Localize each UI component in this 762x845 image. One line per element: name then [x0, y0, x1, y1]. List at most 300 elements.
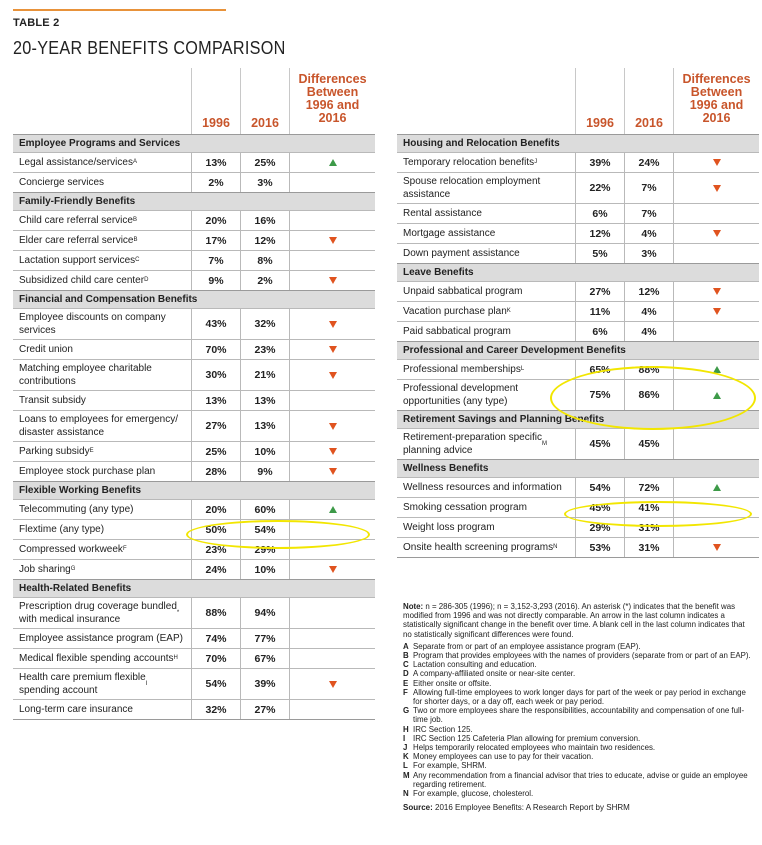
value-2016: 4%	[624, 224, 673, 243]
footnote-marker: C	[135, 257, 140, 263]
benefit-label	[13, 520, 191, 539]
arrow-down-icon	[329, 566, 337, 573]
header-differences-line: Differences	[298, 72, 367, 86]
benefit-label	[13, 669, 191, 699]
benefit-label	[397, 244, 575, 263]
footnote-text: Any recommendation from a financial advisor that tries to educate, advise or guide an employee regarding retirement.	[413, 770, 748, 789]
section-header: Family-Friendly Benefits	[13, 192, 375, 210]
benefit-label-text: Down payment assistance	[403, 248, 520, 259]
value-1996: 88%	[191, 598, 240, 628]
footnote-item	[403, 642, 753, 651]
footnote-text: Money employees can use to pay for their vacation.	[413, 752, 594, 762]
footnote-text: For example, glucose, cholesterol.	[413, 789, 534, 799]
benefit-label-text: Flextime (any type)	[19, 524, 105, 535]
value-1996: 13%	[191, 153, 240, 172]
header-label-spacer	[13, 68, 191, 134]
table-row	[13, 699, 375, 719]
table-row	[13, 250, 375, 270]
table-row	[13, 441, 375, 461]
value-2016: 86%	[624, 380, 673, 410]
table-row	[13, 410, 375, 441]
value-1996: 5%	[575, 244, 624, 263]
difference-cell	[289, 500, 375, 519]
note-paragraph	[403, 602, 753, 639]
value-2016: 45%	[624, 429, 673, 459]
table-bottom-rule	[13, 719, 375, 720]
difference-cell	[289, 231, 375, 250]
footnote-marker: K	[506, 308, 511, 314]
header-differences-line: 1996 and	[305, 98, 360, 112]
notes-section	[403, 602, 753, 812]
benefit-label	[13, 391, 191, 410]
value-1996: 20%	[191, 211, 240, 230]
value-1996: 9%	[191, 271, 240, 290]
value-1996: 45%	[575, 429, 624, 459]
value-2016: 23%	[240, 340, 289, 359]
benefit-label-text: Medical flexible spending accounts	[19, 653, 174, 664]
difference-cell	[289, 211, 375, 230]
source-label: Source:	[403, 803, 433, 813]
arrow-up-icon	[329, 506, 337, 513]
value-2016: 67%	[240, 649, 289, 668]
table-row	[397, 321, 759, 341]
difference-cell	[673, 429, 759, 459]
benefit-label	[13, 598, 191, 628]
benefit-label-text: Parking subsidy	[19, 446, 90, 457]
benefit-label	[397, 282, 575, 301]
value-2016: 41%	[624, 498, 673, 517]
footnote-text: For example, SHRM.	[413, 761, 487, 771]
section-header: Health-Related Benefits	[13, 579, 375, 597]
value-2016: 77%	[240, 629, 289, 648]
footnote-item	[403, 789, 753, 798]
arrow-down-icon	[329, 423, 337, 430]
value-1996: 70%	[191, 340, 240, 359]
difference-cell	[289, 251, 375, 270]
header-differences-line: 1996 and	[689, 98, 744, 112]
benefit-label-text: Legal assistance/services	[19, 157, 133, 168]
footnote-text: A company-affiliated onsite or near-site center.	[413, 669, 576, 679]
arrow-down-icon	[329, 681, 337, 688]
value-1996: 20%	[191, 500, 240, 519]
arrow-down-icon	[713, 159, 721, 166]
value-2016: 12%	[240, 231, 289, 250]
value-2016: 16%	[240, 211, 289, 230]
benefit-label-text: Employee stock purchase plan	[19, 466, 156, 477]
table-row	[13, 230, 375, 250]
benefit-label	[397, 429, 575, 459]
table-row	[397, 301, 759, 321]
footnote-marker: B	[133, 237, 138, 243]
arrow-up-icon	[329, 159, 337, 166]
table-row	[13, 339, 375, 359]
benefit-label-text: Professional memberships	[403, 364, 521, 375]
footnote-key: J	[403, 743, 408, 753]
difference-cell	[673, 282, 759, 301]
benefit-label	[397, 518, 575, 537]
section-header: Employee Programs and Services	[13, 134, 375, 152]
footnote-marker: L	[520, 366, 525, 372]
table-row	[13, 499, 375, 519]
footnote-item	[403, 706, 753, 724]
value-2016: 24%	[624, 153, 673, 172]
table-row	[13, 461, 375, 481]
table-row	[13, 308, 375, 339]
source-text: 2016 Employee Benefits: A Research Report by SHRM	[432, 803, 630, 813]
difference-cell	[289, 173, 375, 192]
benefit-label-text: Temporary relocation benefits	[403, 157, 535, 168]
benefit-label-text: Wellness resources and information	[403, 482, 562, 493]
difference-cell	[289, 700, 375, 719]
value-2016: 88%	[624, 360, 673, 379]
value-2016: 7%	[624, 173, 673, 203]
table-row	[397, 281, 759, 301]
table-row	[13, 648, 375, 668]
benefit-label-text: Lactation support services	[19, 255, 136, 266]
value-2016: 10%	[240, 560, 289, 579]
difference-cell	[289, 360, 375, 390]
footnote-key: C	[403, 660, 409, 670]
benefit-label	[397, 498, 575, 517]
value-1996: 6%	[575, 204, 624, 223]
benefit-label-text: Transit subsidy	[19, 395, 86, 406]
benefit-label	[397, 360, 575, 379]
value-1996: 70%	[191, 649, 240, 668]
value-1996: 32%	[191, 700, 240, 719]
footnote-item	[403, 688, 753, 706]
footnote-marker: J	[534, 159, 538, 165]
footnote-key: I	[403, 733, 406, 743]
table-row	[13, 270, 375, 290]
value-1996: 13%	[191, 391, 240, 410]
difference-cell	[289, 669, 375, 699]
arrow-down-icon	[329, 237, 337, 244]
arrow-down-icon	[329, 372, 337, 379]
benefit-label	[13, 271, 191, 290]
footnote-item	[403, 761, 753, 770]
value-1996: 12%	[575, 224, 624, 243]
footnote-marker: E	[89, 448, 94, 454]
benefit-label	[13, 560, 191, 579]
value-1996: 17%	[191, 231, 240, 250]
benefit-label-text: Employee discounts on company services	[19, 312, 166, 336]
header-differences-line: Differences	[682, 72, 751, 86]
difference-cell	[289, 411, 375, 441]
value-2016: 10%	[240, 442, 289, 461]
difference-cell	[289, 462, 375, 481]
benefit-label-text: Prescription drug coverage bundled with medical insurance	[19, 601, 177, 625]
value-2016: 54%	[240, 520, 289, 539]
footnote-marker: G	[70, 566, 76, 572]
footnote-key: N	[403, 789, 409, 799]
benefit-label-text: Unpaid sabbatical program	[403, 286, 523, 297]
value-2016: 4%	[624, 302, 673, 321]
footnote-item	[403, 660, 753, 669]
benefit-label	[397, 322, 575, 341]
note-text: n = 286-305 (1996); n = 3,152-3,293 (2016). An asterisk (*) indicates that the benefit was modified from 1996 and was not directly comparable. An arrow in the last column indicates a statistically significant change in the benefit over time. A blank cell in the last column indicates that no statistically significant differences were found.	[403, 602, 745, 639]
footnote-marker: I	[145, 680, 148, 687]
value-2016: 31%	[624, 518, 673, 537]
difference-cell	[673, 302, 759, 321]
note-label: Note:	[403, 602, 424, 611]
footnote-text: IRC Section 125 Cafeteria Plan allowing for premium conversion.	[413, 733, 641, 743]
value-2016: 21%	[240, 360, 289, 390]
footnote-item	[403, 725, 753, 734]
difference-cell	[673, 224, 759, 243]
table-row	[397, 172, 759, 203]
difference-cell	[289, 560, 375, 579]
benefit-label-text: Child care referral service	[19, 215, 133, 226]
value-1996: 45%	[575, 498, 624, 517]
benefit-label	[13, 649, 191, 668]
header-differences-line: 2016	[318, 111, 347, 125]
benefit-label-text: Subsidized child care center	[19, 275, 145, 286]
benefit-label-text: Retirement-preparation specific planning advice	[403, 432, 542, 456]
value-2016: 39%	[240, 669, 289, 699]
benefit-label	[397, 538, 575, 557]
difference-cell	[289, 271, 375, 290]
difference-cell	[673, 204, 759, 223]
benefit-label-text: Elder care referral service	[19, 235, 134, 246]
benefit-label-text: Spouse relocation employment assistance	[403, 176, 541, 200]
footnote-key: M	[403, 770, 410, 780]
benefit-label-text: Telecommuting (any type)	[19, 504, 134, 515]
benefit-label	[13, 462, 191, 481]
footnote-key: F	[403, 687, 408, 697]
value-1996: 54%	[191, 669, 240, 699]
table-row	[397, 477, 759, 497]
value-2016: 32%	[240, 309, 289, 339]
value-2016: 27%	[240, 700, 289, 719]
value-1996: 74%	[191, 629, 240, 648]
benefit-label-text: Health care premium flexible spending account	[19, 672, 146, 696]
value-1996: 27%	[575, 282, 624, 301]
table-row	[397, 203, 759, 223]
difference-cell	[673, 244, 759, 263]
value-2016: 13%	[240, 411, 289, 441]
arrow-down-icon	[329, 346, 337, 353]
benefit-label	[13, 360, 191, 390]
benefit-label	[397, 478, 575, 497]
footnote-item	[403, 734, 753, 743]
header-differences	[289, 68, 375, 134]
value-2016: 3%	[240, 173, 289, 192]
footnote-item	[403, 679, 753, 688]
benefit-label	[397, 380, 575, 410]
value-1996: 30%	[191, 360, 240, 390]
footnote-list	[403, 642, 753, 798]
benefit-label-text: Job sharing	[19, 564, 71, 575]
value-2016: 25%	[240, 153, 289, 172]
table-row	[13, 628, 375, 648]
footnote-marker: D	[144, 277, 149, 283]
footnote-key: D	[403, 669, 409, 679]
benefit-label	[13, 173, 191, 192]
footnote-key: G	[403, 706, 410, 716]
difference-cell	[673, 153, 759, 172]
benefit-label	[13, 629, 191, 648]
value-2016: 94%	[240, 598, 289, 628]
section-header: Retirement Savings and Planning Benefits	[397, 410, 759, 428]
benefit-label-text: Mortgage assistance	[403, 228, 496, 239]
value-2016: 8%	[240, 251, 289, 270]
footnote-key: E	[403, 678, 409, 688]
value-2016: 29%	[240, 540, 289, 559]
top-accent-rule	[13, 9, 226, 11]
table-row	[397, 243, 759, 263]
table-label: TABLE 2	[13, 17, 60, 29]
right-table	[397, 68, 759, 558]
benefit-label	[397, 173, 575, 203]
benefit-label-text: Loans to employees for emergency/ disaster assistance	[19, 414, 178, 438]
value-2016: 12%	[624, 282, 673, 301]
benefit-label	[13, 700, 191, 719]
table-row	[13, 210, 375, 230]
footnote-marker: *	[176, 609, 180, 616]
highlight-wellness-resources	[564, 501, 752, 527]
benefit-label	[13, 500, 191, 519]
value-2016: 9%	[240, 462, 289, 481]
header-year-1996: 1996	[575, 68, 624, 134]
footnote-marker: F	[122, 546, 127, 552]
footnote-item	[403, 743, 753, 752]
arrow-down-icon	[329, 277, 337, 284]
benefit-label-text: Rental assistance	[403, 208, 482, 219]
header-year-2016: 2016	[624, 68, 673, 134]
value-1996: 2%	[191, 173, 240, 192]
benefit-label	[13, 340, 191, 359]
footnote-item	[403, 669, 753, 678]
footnote-key: H	[403, 724, 409, 734]
difference-cell	[289, 649, 375, 668]
footnote-text: Two or more employees share the responsibilities, accountability and compensation of one full-time job.	[413, 706, 745, 725]
value-1996: 54%	[575, 478, 624, 497]
header-differences-line: Between	[306, 85, 359, 99]
table-row	[397, 428, 759, 459]
table-row	[397, 223, 759, 243]
value-1996: 50%	[191, 520, 240, 539]
arrow-down-icon	[713, 544, 721, 551]
benefit-label	[13, 153, 191, 172]
difference-cell	[289, 391, 375, 410]
value-2016: 31%	[624, 538, 673, 557]
footnote-item	[403, 651, 753, 660]
value-1996: 65%	[575, 360, 624, 379]
value-1996: 28%	[191, 462, 240, 481]
benefit-label-text: Smoking cessation program	[403, 502, 527, 513]
section-header: Financial and Compensation Benefits	[13, 290, 375, 308]
header-year-1996: 1996	[191, 68, 240, 134]
value-2016: 4%	[624, 322, 673, 341]
left-table	[13, 68, 375, 720]
footnote-text: Separate from or part of an employee assistance program (EAP).	[413, 641, 641, 651]
section-header: Leave Benefits	[397, 263, 759, 281]
table-bottom-rule	[397, 557, 759, 558]
value-2016: 72%	[624, 478, 673, 497]
value-1996: 25%	[191, 442, 240, 461]
benefit-label	[13, 411, 191, 441]
footnote-text: Program that provides employees with the names of providers (separate from or part of an EAP).	[413, 651, 751, 661]
difference-cell	[289, 442, 375, 461]
benefit-label-text: Compressed workweek	[19, 544, 123, 555]
section-header: Housing and Relocation Benefits	[397, 134, 759, 152]
value-1996: 27%	[191, 411, 240, 441]
benefit-label-text: Long-term care insurance	[19, 704, 133, 715]
column-header	[13, 68, 375, 134]
section-header: Flexible Working Benefits	[13, 481, 375, 499]
benefit-label	[397, 302, 575, 321]
benefit-label-text: Concierge services	[19, 177, 105, 188]
benefit-label-text: Professional development opportunities (any type)	[403, 383, 519, 407]
benefit-label-text: Matching employee charitable contributions	[19, 363, 152, 387]
footnote-marker: B	[132, 217, 137, 223]
value-1996: 22%	[575, 173, 624, 203]
benefit-label	[13, 309, 191, 339]
footnote-text: Allowing full-time employees to work longer days for part of the week or pay period in exchange for shorter days, or a day off, each week or pay period.	[413, 687, 746, 707]
value-1996: 53%	[575, 538, 624, 557]
arrow-up-icon	[713, 484, 721, 491]
footnote-key: L	[403, 761, 408, 771]
difference-cell	[289, 153, 375, 172]
table-row	[13, 559, 375, 579]
header-label-spacer	[397, 68, 575, 134]
footnote-key: A	[403, 641, 409, 651]
benefit-label-text: Employee assistance program (EAP)	[19, 633, 183, 644]
value-1996: 11%	[575, 302, 624, 321]
header-differences-line: 2016	[702, 111, 731, 125]
footnote-item	[403, 752, 753, 761]
header-differences-line: Between	[690, 85, 743, 99]
footnote-text: Helps temporarily relocated employees who maintain two residences.	[413, 743, 656, 753]
footnote-text: Lactation consulting and education.	[413, 660, 537, 670]
value-1996: 23%	[191, 540, 240, 559]
value-1996: 29%	[575, 518, 624, 537]
source-line	[403, 803, 753, 812]
footnote-marker: M	[541, 440, 547, 447]
footnote-item	[403, 771, 753, 789]
value-2016: 13%	[240, 391, 289, 410]
value-2016: 7%	[624, 204, 673, 223]
benefit-label-text: Vacation purchase plan	[403, 306, 507, 317]
benefit-label	[13, 540, 191, 559]
table-row	[13, 152, 375, 172]
value-1996: 6%	[575, 322, 624, 341]
section-header: Professional and Career Development Benefits	[397, 341, 759, 359]
table-title: 20-YEAR BENEFITS COMPARISON	[13, 38, 286, 58]
column-header	[397, 68, 759, 134]
benefit-label	[13, 211, 191, 230]
table-row	[13, 359, 375, 390]
footnote-key: K	[403, 752, 409, 762]
value-2016: 3%	[624, 244, 673, 263]
value-1996: 7%	[191, 251, 240, 270]
table-row	[13, 668, 375, 699]
section-header: Wellness Benefits	[397, 459, 759, 477]
arrow-down-icon	[713, 185, 721, 192]
benefit-label-text: Weight loss program	[403, 522, 495, 533]
benefit-label	[13, 251, 191, 270]
benefit-label-text: Onsite health screening programs	[403, 542, 554, 553]
benefit-label	[397, 153, 575, 172]
difference-cell	[673, 173, 759, 203]
footnote-marker: H	[173, 655, 178, 661]
difference-cell	[289, 309, 375, 339]
difference-cell	[673, 322, 759, 341]
highlight-professional-development	[550, 366, 756, 430]
value-1996: 43%	[191, 309, 240, 339]
arrow-down-icon	[713, 288, 721, 295]
table-row	[13, 172, 375, 192]
